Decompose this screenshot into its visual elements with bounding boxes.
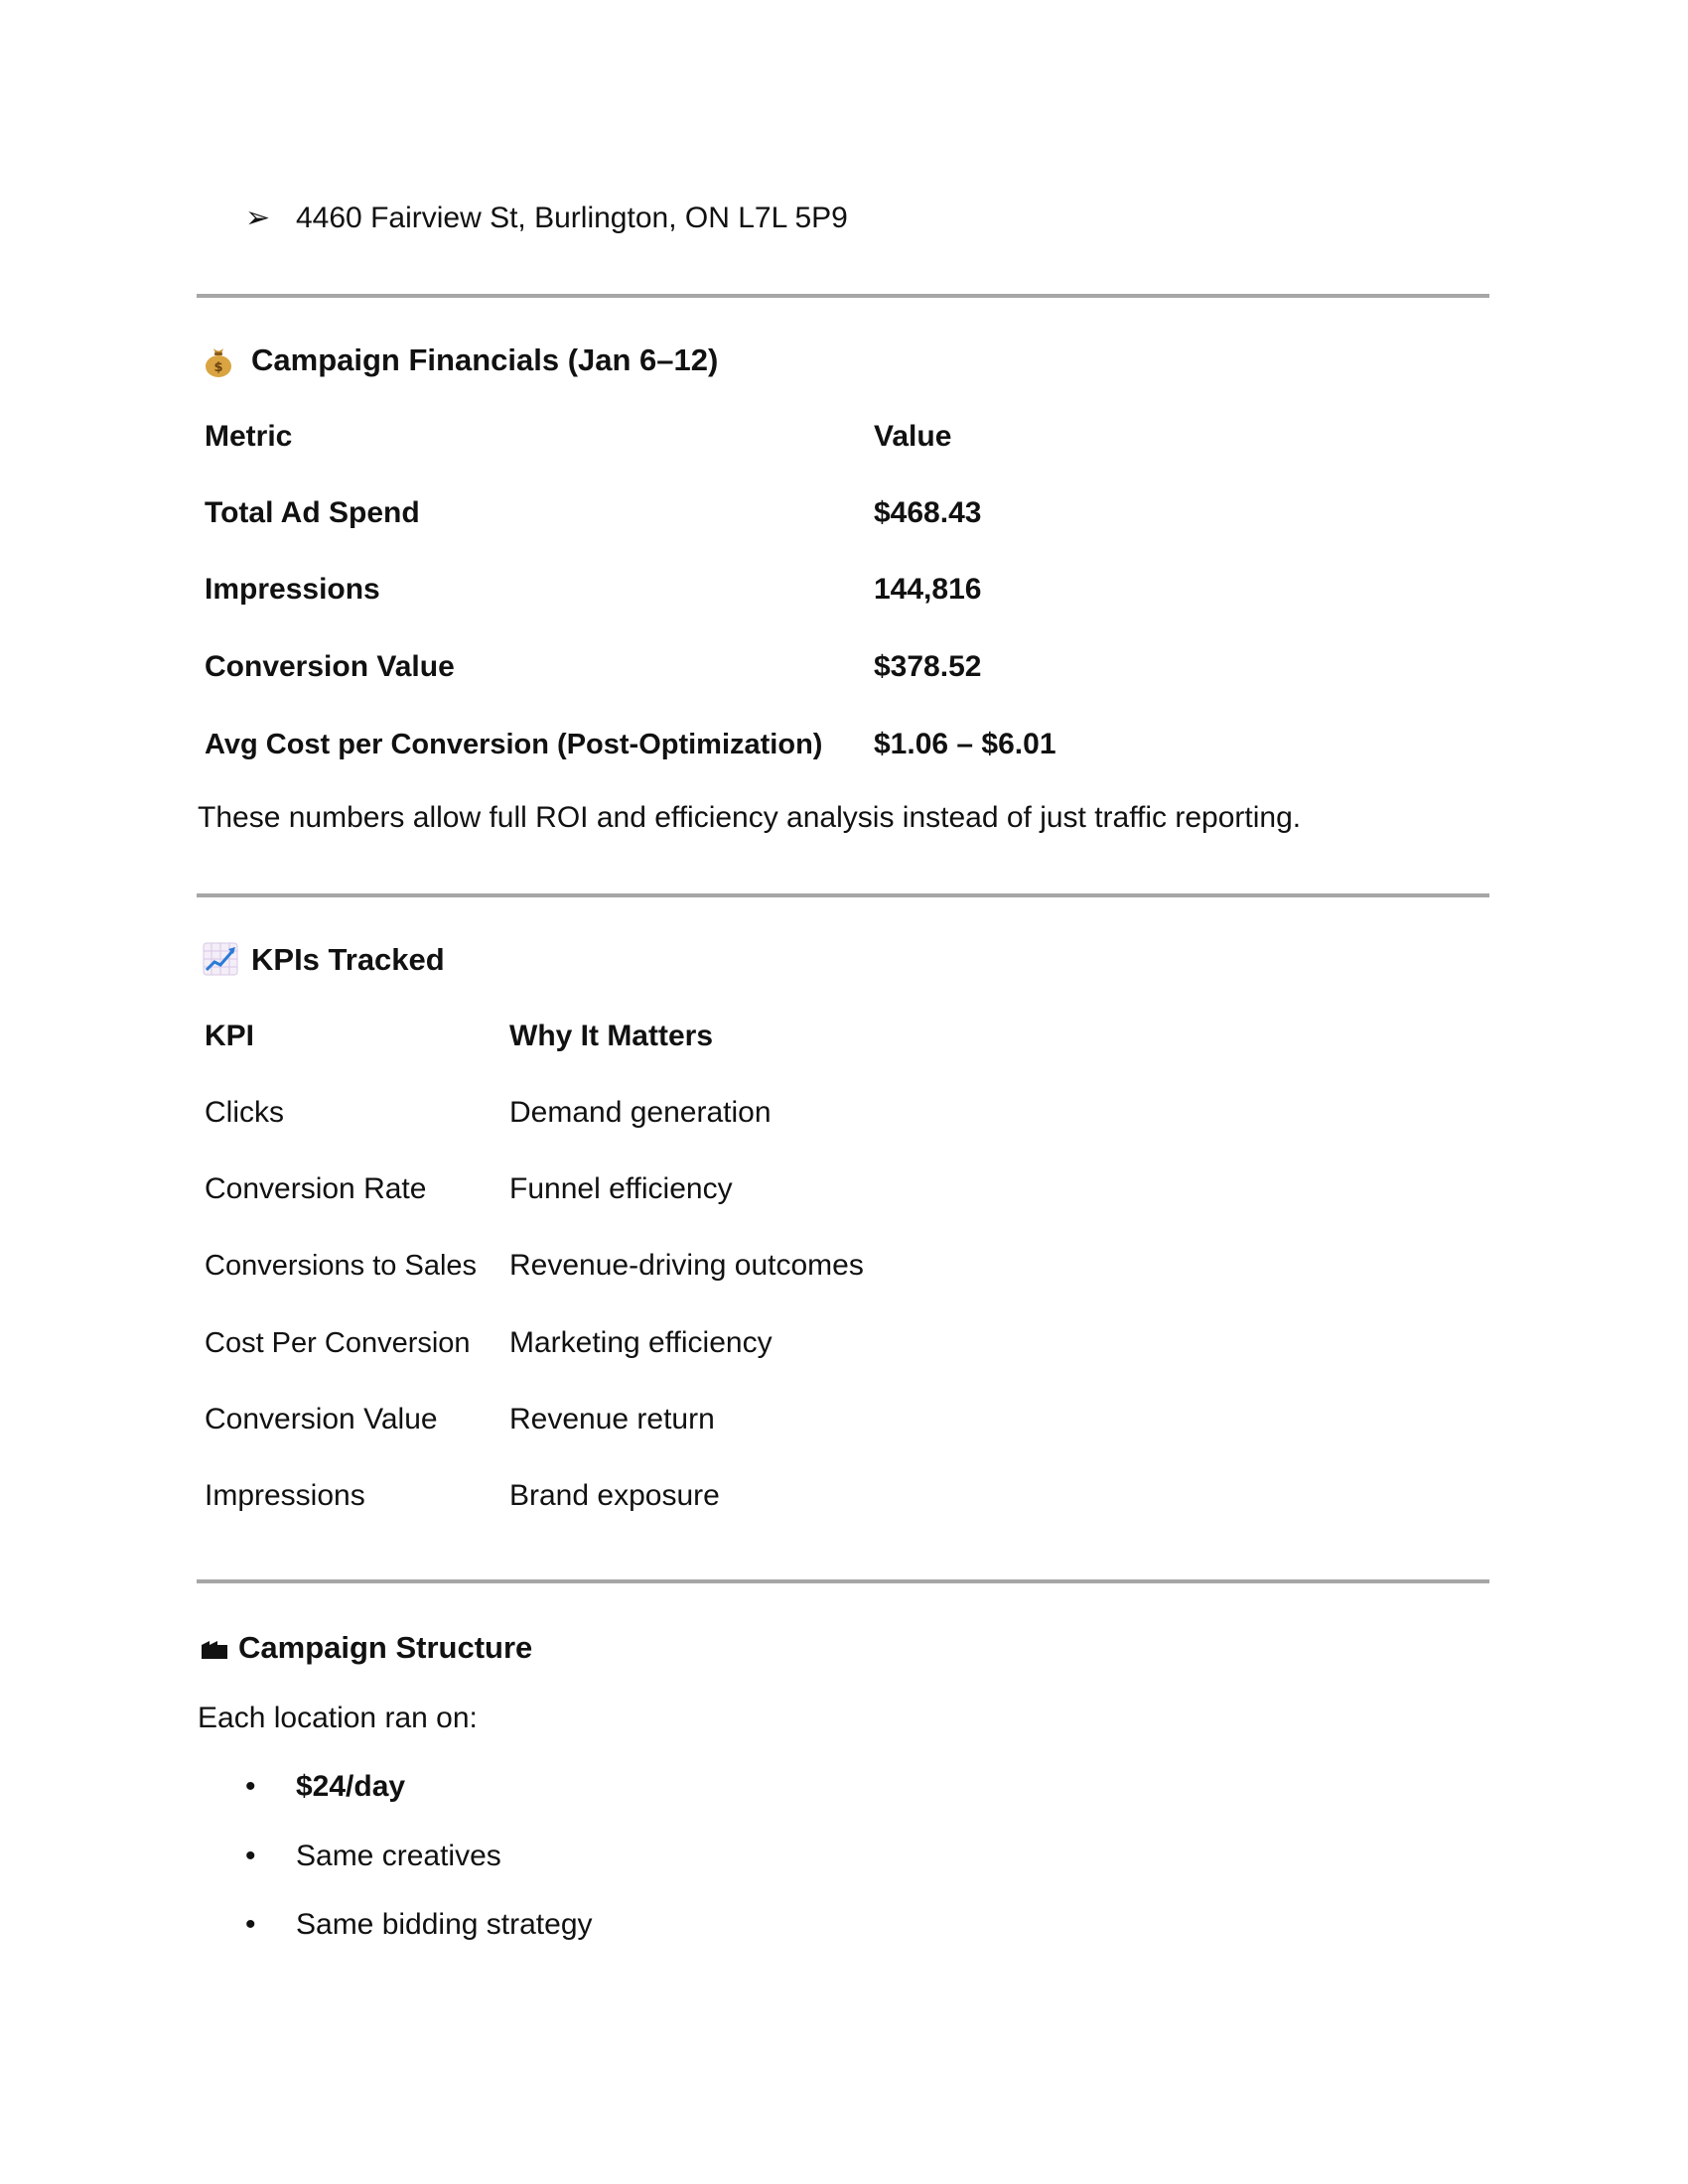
kpis-header-kpi: KPI bbox=[205, 1020, 255, 1052]
financials-note: These numbers allow full ROI and efficiency analysis instead of just traffic reporting. bbox=[198, 801, 1302, 834]
kpi-row-name: Conversions to Sales bbox=[205, 1250, 478, 1282]
structure-item: Same creatives bbox=[296, 1840, 501, 1872]
financials-header-value: Value bbox=[874, 420, 952, 453]
structure-title: Campaign Structure bbox=[238, 1630, 533, 1665]
financials-row-value: $378.52 bbox=[874, 650, 982, 683]
chart-increasing-icon bbox=[203, 942, 238, 976]
address-text: 4460 Fairview St, Burlington, ON L7L 5P9 bbox=[296, 202, 848, 234]
kpis-title: KPIs Tracked bbox=[251, 942, 445, 977]
kpi-row-name: Conversion Value bbox=[205, 1403, 438, 1435]
kpi-row-why: Revenue return bbox=[509, 1403, 715, 1435]
financials-row-metric: Impressions bbox=[205, 573, 380, 606]
structure-intro: Each location ran on: bbox=[198, 1702, 478, 1734]
financials-title: Campaign Financials (Jan 6–12) bbox=[251, 342, 719, 377]
divider-3 bbox=[197, 1579, 1489, 1583]
structure-item: $24/day bbox=[296, 1770, 406, 1803]
svg-text:$: $ bbox=[213, 360, 223, 375]
bullet-icon: • bbox=[245, 1770, 256, 1803]
financials-row-value: $468.43 bbox=[874, 496, 982, 529]
kpi-row-why: Brand exposure bbox=[509, 1479, 720, 1512]
structure-item: Same bidding strategy bbox=[296, 1908, 593, 1941]
kpi-row-name: Impressions bbox=[205, 1479, 365, 1512]
financials-row-value: $1.06 – $6.01 bbox=[874, 728, 1056, 760]
financials-row-metric: Total Ad Spend bbox=[205, 496, 420, 529]
bullet-icon: • bbox=[245, 1908, 256, 1941]
kpi-row-why: Demand generation bbox=[509, 1096, 772, 1129]
divider-2 bbox=[197, 893, 1489, 897]
money-bag-icon bbox=[203, 342, 234, 378]
financials-row-metric: Conversion Value bbox=[205, 650, 455, 683]
kpi-row-why: Revenue-driving outcomes bbox=[509, 1249, 864, 1282]
kpi-row-why: Marketing efficiency bbox=[509, 1326, 773, 1359]
financials-row-metric: Avg Cost per Conversion (Post-Optimization) bbox=[205, 729, 823, 760]
financials-header-metric: Metric bbox=[205, 420, 293, 453]
kpi-row-why: Funnel efficiency bbox=[509, 1172, 733, 1205]
kpi-row-name: Conversion Rate bbox=[205, 1172, 427, 1205]
kpi-row-name: Clicks bbox=[205, 1096, 284, 1129]
building-icon bbox=[200, 1639, 229, 1661]
address-bullet-icon: ➢ bbox=[245, 202, 271, 234]
financials-row-value: 144,816 bbox=[874, 573, 982, 606]
bullet-icon: • bbox=[245, 1840, 256, 1872]
kpi-row-name: Cost Per Conversion bbox=[205, 1327, 471, 1359]
kpis-header-why: Why It Matters bbox=[509, 1020, 714, 1052]
divider-1 bbox=[197, 294, 1489, 298]
